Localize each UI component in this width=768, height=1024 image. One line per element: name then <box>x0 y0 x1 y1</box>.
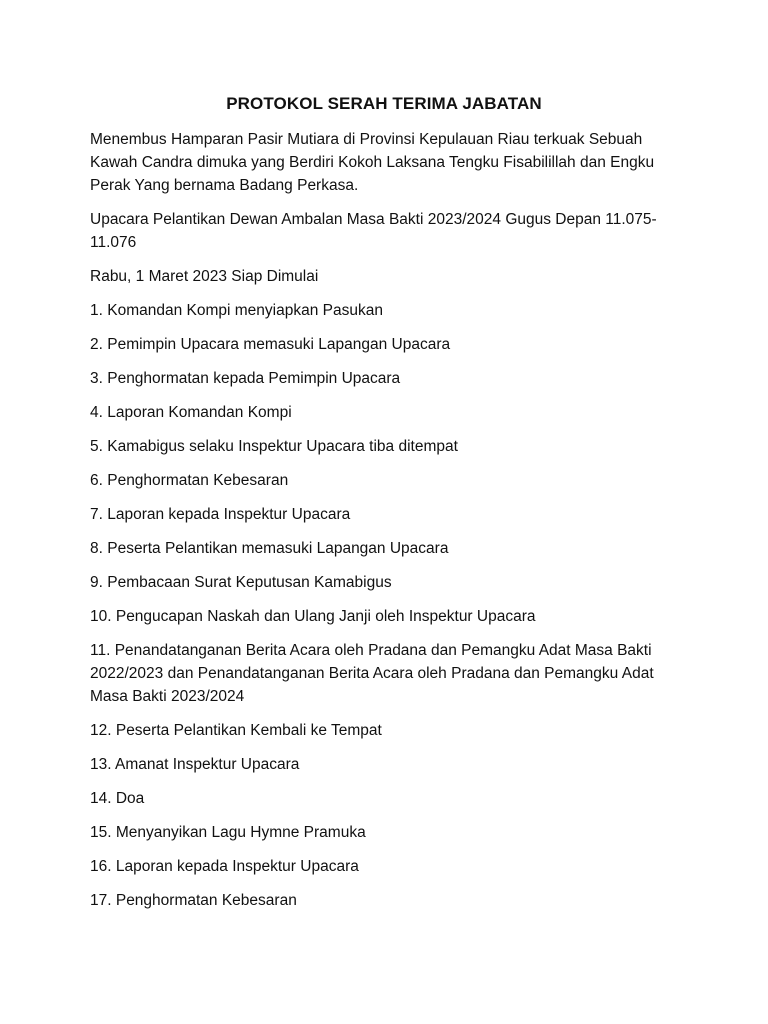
page-title: PROTOKOL SERAH TERIMA JABATAN <box>226 94 542 113</box>
date-line: Rabu, 1 Maret 2023 Siap Dimulai <box>90 268 319 285</box>
list-item: 14. Doa <box>90 790 145 807</box>
list-item: 17. Penghormatan Kebesaran <box>90 892 297 909</box>
list-item: 2. Pemimpin Upacara memasuki Lapangan Upacara <box>90 336 451 353</box>
list-item: 5. Kamabigus selaku Inspektur Upacara tiba ditempat <box>90 438 458 455</box>
list-item: 1. Komandan Kompi menyiapkan Pasukan <box>90 302 383 319</box>
list-item: 13. Amanat Inspektur Upacara <box>90 756 300 773</box>
list-item: 6. Penghormatan Kebesaran <box>90 472 289 489</box>
intro-paragraph: Menembus Hamparan Pasir Mutiara di Provinsi Kepulauan Riau terkuak Sebuah Kawah Candra dimuka yang Berdiri Kokoh Laksana Tengku Fisabilillah dan Engku Perak Yang bernama Badang Perkasa. <box>90 131 655 194</box>
event-paragraph: Upacara Pelantikan Dewan Ambalan Masa Bakti 2023/2024 Gugus Depan 11.075-11.076 <box>90 211 657 251</box>
list-item: 3. Penghormatan kepada Pemimpin Upacara <box>90 370 401 387</box>
protocol-list <box>90 299 678 912</box>
list-item: 9. Pembacaan Surat Keputusan Kamabigus <box>90 574 392 591</box>
list-item: 11. Penandatanganan Berita Acara oleh Pradana dan Pemangku Adat Masa Bakti 2022/2023 dan Penandatanganan Berita Acara oleh Pradana dan Pemangku Adat Masa Bakti 2023/2024 <box>90 642 654 705</box>
list-item: 12. Peserta Pelantikan Kembali ke Tempat <box>90 722 382 739</box>
list-item: 15. Menyanyikan Lagu Hymne Pramuka <box>90 824 366 841</box>
list-item: 16. Laporan kepada Inspektur Upacara <box>90 858 359 875</box>
list-item: 4. Laporan Komandan Kompi <box>90 404 292 421</box>
list-item: 8. Peserta Pelantikan memasuki Lapangan Upacara <box>90 540 449 557</box>
list-item: 7. Laporan kepada Inspektur Upacara <box>90 506 351 523</box>
list-item: 10. Pengucapan Naskah dan Ulang Janji oleh Inspektur Upacara <box>90 608 536 625</box>
